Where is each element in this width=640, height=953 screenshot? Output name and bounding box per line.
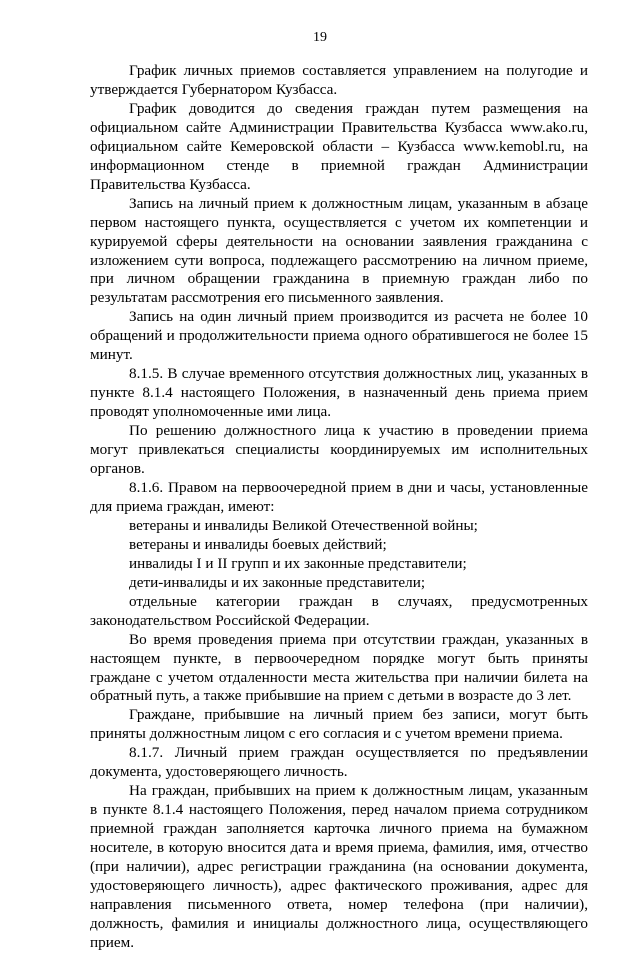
paragraph-appointment-registration: Запись на личный прием к должностным лицам, указанным в абзаце первом настоящего пункта, осуществляется с учетом их компетенции и курируемой сферы деятельности на основании заявления гражданина с изложением сути вопроса, подлежащего рассмотрению на личном приеме, при личном обращении гражданина в приемную граждан либо по результатам рассмотрения его письменного заявления.	[90, 194, 588, 307]
paragraph-appointment-limits: Запись на один личный прием производится из расчета не более 10 обращений и продолжительности приема одного обратившегося не более 15 минут.	[90, 308, 588, 364]
paragraph-schedule-publication: График доводится до сведения граждан путем размещения на официальном сайте Администрации Правительства Кузбасса www.ako.ru, официальном сайте Кемеровской области – Кузбасса www.kemobl.ru, на информационном стенде в приемной граждан Администрации Правительства Кузбасса.	[90, 99, 588, 193]
priority-list-item: ветераны и инвалиды боевых действий;	[129, 535, 387, 553]
document-body	[90, 62, 588, 953]
paragraph-without-appointment: Граждане, прибывшие на личный прием без записи, могут быть приняты должностным лицом с его согласия и с учетом времени приема.	[90, 706, 588, 743]
priority-list-item: отдельные категории граждан в случаях, предусмотренных законодательством Российской Федерации.	[90, 592, 588, 629]
paragraph-reception-card: На граждан, прибывших на прием к должностным лицам, указанным в пункте 8.1.4 настоящего Положения, перед началом приема сотрудником приемной граждан заполняется карточка личного приема на бумажном носителе, в которую вносится дата и время приема, фамилия, имя, отчество (при наличии), адрес регистрации гражданина (на основании документа, удостоверяющего личность), адрес фактического проживания, адрес для направления письменного ответа, номер телефона (при наличии), должность, фамилия и инициалы должностного лица, осуществляющего прием.	[90, 782, 588, 951]
paragraph-specialists: По решению должностного лица к участию в проведении приема могут привлекаться специалисты координируемых им исполнительных органов.	[90, 422, 588, 478]
paragraph-priority-absence: Во время проведения приема при отсутствии граждан, указанных в настоящем пункте, в первоочередном порядке могут быть приняты граждане с учетом отдаленности места жительства при наличии билета на обратный путь, а также прибывшие на прием с детьми в возрасте до 3 лет.	[90, 630, 588, 705]
priority-list-item: дети-инвалиды и их законные представители;	[129, 573, 426, 591]
priority-list-item: инвалиды I и II групп и их законные представители;	[129, 554, 467, 572]
priority-list-item: ветераны и инвалиды Великой Отечественной войны;	[129, 516, 478, 534]
page-number: 19	[313, 30, 327, 45]
paragraph-schedule-approval: График личных приемов составляется управлением на полугодие и утверждается Губернатором Кузбасса.	[90, 62, 588, 98]
paragraph-8-1-7: 8.1.7. Личный прием граждан осуществляется по предъявлении документа, удостоверяющего личность.	[90, 744, 588, 781]
paragraph-8-1-5: 8.1.5. В случае временного отсутствия должностных лиц, указанных в пункте 8.1.4 настоящего Положения, в назначенный день приема прием проводят уполномоченные ими лица.	[90, 365, 588, 421]
paragraph-8-1-6: 8.1.6. Правом на первоочередной прием в дни и часы, установленные для приема граждан, имеют:	[90, 478, 588, 515]
